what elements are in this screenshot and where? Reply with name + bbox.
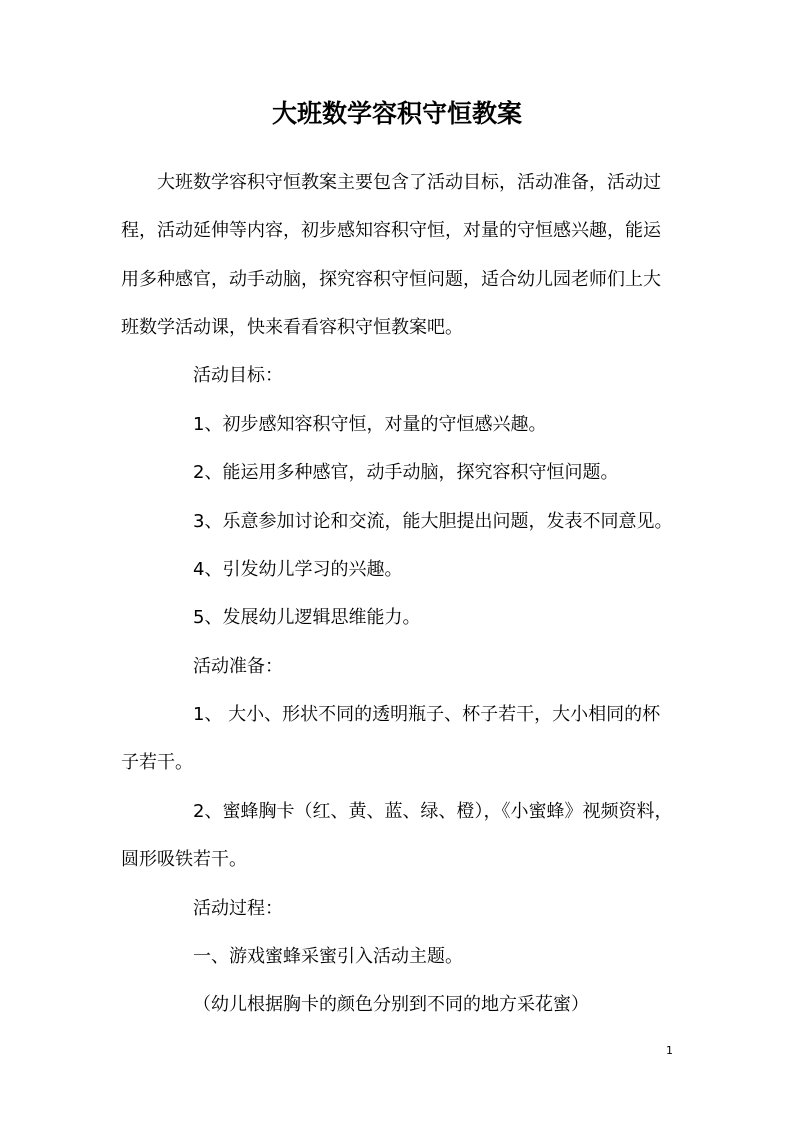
paragraph-line: 班数学活动课，快来看看容积守恒教案吧。 <box>121 317 463 338</box>
list-item-continuation: 圆形吸铁若干。 <box>121 849 247 870</box>
list-item: 4、引发幼儿学习的兴趣。 <box>193 559 403 580</box>
section-heading: 活动过程： <box>193 898 283 919</box>
list-item: 1、初步感知容积守恒，对量的守恒感兴趣。 <box>193 414 547 435</box>
page-number: 1 <box>666 1044 673 1057</box>
step-heading: 一、游戏蜜蜂采蜜引入活动主题。 <box>193 946 463 967</box>
list-item: 1、 大小、形状不同的透明瓶子、杯子若干，大小相同的杯 <box>193 704 661 725</box>
section-heading: 活动准备： <box>193 656 283 677</box>
paragraph-line: 大班数学容积守恒教案主要包含了活动目标，活动准备，活动过 <box>157 172 661 193</box>
list-item: 2、能运用多种感官，动手动脑，探究容积守恒问题。 <box>193 462 619 483</box>
list-item: 3、乐意参加讨论和交流，能大胆提出问题，发表不同意见。 <box>193 511 673 532</box>
list-item-continuation: 子若干。 <box>121 752 193 773</box>
paragraph-line: 程，活动延伸等内容，初步感知容积守恒，对量的守恒感兴趣，能运 <box>121 220 661 241</box>
list-item: 2、蜜蜂胸卡（红、黄、蓝、绿、橙），《小蜜蜂》视频资料， <box>193 801 673 822</box>
document-title: 大班数学容积守恒教案 <box>271 99 522 128</box>
paragraph-line: 用多种感官，动手动脑，探究容积守恒问题，适合幼儿园老师们上大 <box>121 269 661 290</box>
list-item: 5、发展幼儿逻辑思维能力。 <box>193 607 421 628</box>
section-heading: 活动目标： <box>193 365 283 386</box>
paragraph-line: （幼儿根据胸卡的颜色分别到不同的地方采花蜜） <box>193 994 589 1015</box>
